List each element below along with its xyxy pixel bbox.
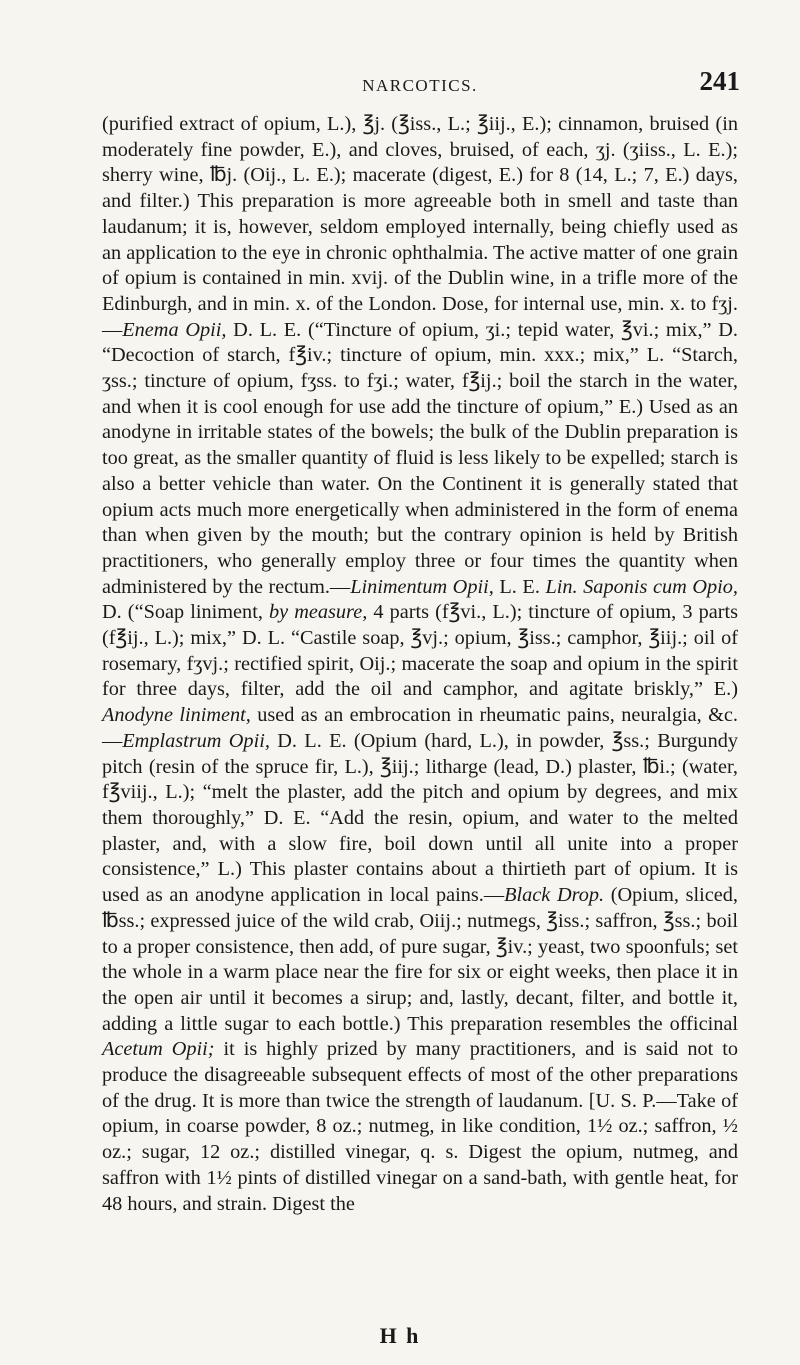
signature-mark: H h: [379, 1323, 421, 1348]
page-number: 241: [699, 66, 740, 96]
text-run: it is highly prized by many practitioners, and is said not to produce the disagreeable subsequent effects of most of the other preparations of the drug. It is more than twice the strength of laudanum. [U. S. P.—Take of opium, in coarse powder, 8 oz.; nutmeg, in like condition, 1½ oz.; saffron, ½ oz.; sugar, 12 oz.; distilled vinegar, q. s. Digest the opium, nutmeg, and saffron with 1½ pints of distilled vinegar on a sand-bath, with gentle heat, for 48 hours, and strain. Digest the: [102, 1038, 738, 1215]
body-paragraph: [102, 112, 738, 1217]
running-title: NARCOTICS.: [362, 76, 478, 95]
text-run: used as an embrocation in rheumatic pains, neuralgia, &c.—: [102, 704, 738, 752]
emphasis: by measure,: [269, 601, 368, 624]
text-run: (Opium, sliced, ℔ss.; expressed juice of the wild crab, Oiij.; nutmegs, ℥iss.; saffron, ℥ss.; boil to a proper consistence, then add, of pure sugar, ℥iv.; yeast, two spoonfuls; set the whole in a warm place near the fire for six or eight weeks, then place it in the open air until it becomes a sirup; and, lastly, decant, filter, and bottle it, adding a little sugar to each bottle.) This preparation resembles the officinal: [102, 884, 738, 1035]
preparation-name: Enema Opii,: [122, 318, 227, 341]
preparation-name: Emplastrum Opii,: [122, 729, 270, 752]
running-head: [100, 56, 740, 96]
text-run: (purified extract of opium, L.), ℥j. (℥iss., L.; ℥iij., E.); cinnamon, bruised (in moderately fine powder, E.), and cloves, bruised, of each, ʒj. (ʒiiss., L. E.); sherry wine, ℔j. (Oij., L. E.); macerate (digest, E.) for 8 (14, L.; 7, E.) days, and filter.) This preparation is more agreeable both in smell and taste than laudanum; it is, however, seldom employed internally, being chiefly used as an application to the eye in chronic ophthalmia. The active matter of one grain of opium is contained in min. xvij. of the Dublin wine, in a trifle more of the Edinburgh, and in min. x. of the London. Dose, for internal use, min. x. to fʒj.—: [102, 113, 738, 341]
text-run: L. E.: [493, 575, 546, 598]
preparation-name: Black Drop.: [504, 884, 605, 907]
preparation-name: Linimentum Opii,: [350, 575, 494, 598]
preparation-name: Anodyne liniment,: [102, 704, 251, 727]
preparation-name: Lin. Saponis cum Opio,: [545, 575, 738, 598]
text-run: 4 parts (f℥vi., L.); tincture of opium, 3 parts (f℥ij., L.); mix,” D. L. “Castile soap, ℥vj.; opium, ℥iss.; camphor, ℥iij.; oil of rosemary, fʒvj.; rectified spirit, Oij.; macerate the soap and opium in the spirit for three days, filter, add the oil and camphor, and agitate briskly,” E.): [102, 601, 738, 701]
text-run: D. L. E. (Opium (hard, L.), in powder, ℥ss.; Burgundy pitch (resin of the spruce fir, L.), ℥iij.; litharge (lead, D.) plaster, ℔i.; (water, f℥viij., L.); “melt the plaster, add the pitch and opium by degrees, and mix them thoroughly,” D. E. “Add the resin, opium, and water to the melted plaster, and, with a slow fire, boil down until all unite into a proper consistence,” L.) This plaster contains about a thirtieth part of opium. It is used as an anodyne application in local pains.—: [102, 729, 738, 907]
text-run: D. L. E. (“Tincture of opium, ʒi.; tepid water, ℥vi.; mix,” D. “Decoction of starch, f℥iv.; tincture of opium, min. xxx.; mix,” L. “Starch, ʒss.; tincture of opium, fʒss. to fʒi.; water, f℥ij.; boil the starch in the water, and when it is cool enough for use add the tincture of opium,” E.) Used as an anodyne in irritable states of the bowels; the bulk of the Dublin preparation is too great, as the smaller quantity of fluid is less likely to be expelled; starch is also a better vehicle than water. On the Continent it is generally stated that opium acts much more energetically when administered in the form of enema than when given by the mouth; but the contrary opinion is held by British practitioners, who generally employ three or four times the quantity when administered by the rectum.—: [102, 318, 738, 598]
text-run: D. (“Soap liniment,: [102, 601, 269, 624]
preparation-name: Acetum Opii;: [102, 1038, 215, 1061]
